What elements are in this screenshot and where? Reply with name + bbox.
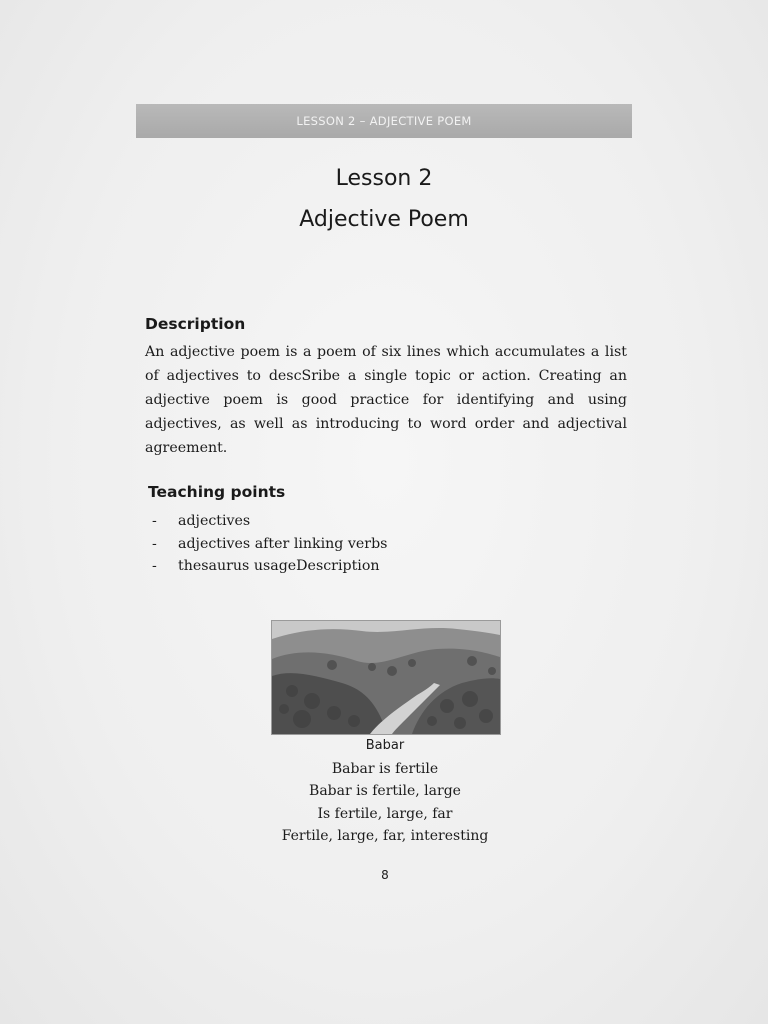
poem-line: Babar is fertile [331,760,439,777]
page-number: 8 [381,868,389,882]
description-line: agreement. [145,440,228,456]
description-line: adjectives, as well as introducing to word order and adjectival [145,416,627,432]
poem-line: Fertile, large, far, interesting [281,828,489,844]
lesson-topic-title: Adjective Poem [299,207,469,232]
lesson-number-title: Lesson 2 [335,166,433,191]
bullet-dash: - [152,558,157,574]
adjective-poem [0,735,768,848]
list-item [150,510,550,533]
poem-line: Is fertile, large, far [317,805,453,822]
lesson-header-text: LESSON 2 – ADJECTIVE POEM [296,114,472,128]
list-item-label: adjectives after linking verbs [178,535,388,552]
description-line: of adjectives to descSribe a single topic or action. Creating an [145,368,627,384]
poem-line-title: Babar [365,738,405,753]
description-line: An adjective poem is a poem of six lines which accumulates a list [145,344,627,360]
lesson-header-band [136,104,632,138]
list-item-label: adjectives [178,513,251,529]
landscape-photo [271,620,501,735]
poem-line: Babar is fertile, large [309,783,461,799]
bullet-dash: - [152,513,157,529]
list-item [150,555,550,578]
description-line: adjective poem is good practice for identifying and using [145,392,627,408]
list-item [150,533,550,556]
description-heading: Description [145,315,246,333]
bullet-dash: - [152,535,157,552]
list-item-label: thesaurus usageDescription [178,558,380,574]
teaching-points-heading: Teaching points [148,483,286,501]
description-paragraph [145,340,627,460]
teaching-points-list [150,510,550,578]
